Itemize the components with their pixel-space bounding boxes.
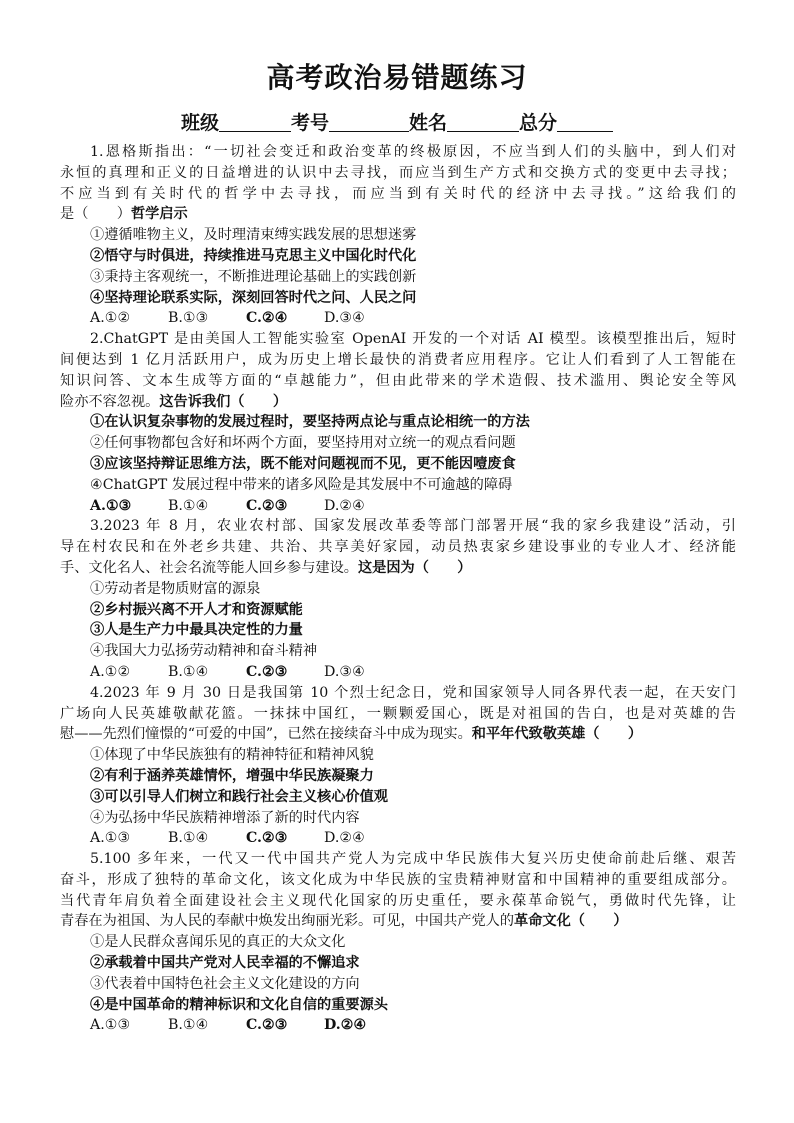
statement-option: ②乡村振兴离不开人才和资源赋能	[90, 601, 303, 618]
statement-option: ②承载着中国共产党对人民幸福的不懈追求	[90, 955, 360, 972]
stem-text: 广场向人民英雄敬献花篮。一抹抹中国红，一颗颗爱国心，既是对祖国的告白，也是对英雄的告	[60, 705, 736, 722]
score-blank[interactable]	[557, 111, 613, 132]
question-stem-line	[60, 849, 736, 870]
stem-text: 1.恩格斯指出：“一切社会变迁和政治变革的终极原因，不应当到人们的头脑中，到人们对	[90, 144, 736, 160]
question-3	[60, 516, 736, 682]
student-info-line	[0, 108, 794, 138]
question-stem-line	[60, 704, 736, 725]
stem-text: 慰——先烈们憧憬的“可爱的中国”，已然在接续奋斗中成为现实。	[60, 726, 472, 743]
exam-no-label: 考号	[290, 112, 329, 134]
question-stem-line	[60, 329, 736, 350]
question-stem-line	[60, 724, 736, 745]
question-stem-line	[60, 683, 736, 704]
question-stem-line	[60, 204, 736, 225]
answer-choice-c[interactable]: C.②④	[246, 310, 288, 327]
stem-text: 当代青年肩负着全面建设社会主义现代化国家的历史重任，要永葆革命锐气，勇做时代先锋，让	[60, 892, 736, 909]
answer-choice-d[interactable]: D.③④	[324, 663, 365, 680]
statement-option: ③应该坚持辩证思维方法，既不能对问题视而不见，更不能因噎废食	[90, 455, 516, 472]
question-stem-line	[60, 870, 736, 891]
name-blank[interactable]	[447, 111, 519, 132]
question-stem-line	[60, 392, 736, 413]
answer-choice-a[interactable]: A.①②	[90, 663, 131, 680]
statement-option: ②任何事物都包含好和坏两个方面，要坚持用对立统一的观点看问题	[90, 435, 516, 452]
stem-text: 奋斗，形成了独特的革命文化，该文化成为中华民族的宝贵精神财富和中国精神的重要组成部分。	[60, 871, 736, 888]
statement-option: ③代表着中国特色社会主义文化建设的方向	[90, 975, 360, 992]
statement-option: ③秉持主客观统一，不断推进理论基础上的实践创新	[90, 268, 417, 285]
statement-option: ④我国大力弘扬劳动精神和奋斗精神	[90, 643, 318, 660]
statement-option: ①劳动者是物质财富的源泉	[90, 580, 261, 597]
question-stem-line	[60, 163, 736, 184]
stem-text: 2.ChatGPT 是由美国人工智能实验室 OpenAI 开发的一个对话 AI 模型。该模型推出后，短时	[90, 331, 736, 348]
answer-choices	[60, 496, 736, 517]
statement-option: ③人是生产力中最具决定性的力量	[90, 622, 303, 639]
stem-emphasis: 这告诉我们（ ）	[159, 393, 288, 410]
answer-choice-b[interactable]: B.①④	[168, 830, 209, 847]
stem-text: 青春在为祖国、为人民的奉献中焕发出绚丽光彩。可见，中国共产党人的	[60, 913, 515, 930]
statement-option: ④是中国革命的精神标识和文化自信的重要源头	[90, 996, 388, 1013]
answer-choice-a[interactable]: A.①②	[90, 310, 131, 327]
question-stem-line	[60, 142, 736, 163]
answer-choices	[60, 662, 736, 683]
question-stem-line	[60, 371, 736, 392]
class-blank[interactable]	[219, 111, 291, 132]
question-stem-line	[60, 184, 736, 205]
stem-emphasis: 和平年代致敬英雄（ ）	[471, 726, 643, 743]
question-4	[60, 683, 736, 849]
question-stem-line	[60, 891, 736, 912]
answer-choice-b[interactable]: B.①④	[168, 497, 209, 514]
stem-text: 手、文化名人、社会名流等能人回乡参与建设。	[60, 559, 358, 576]
stem-text: 导在村农民和在外老乡共建、共治、共享美好家园，动员热衷家乡建设事业的专业人才、经济能	[60, 539, 736, 556]
statement-option: ①在认识复杂事物的发展过程时，要坚持两点论与重点论相统一的方法	[90, 414, 530, 431]
class-label: 班级	[180, 112, 219, 134]
score-label: 总分	[519, 112, 558, 134]
page-title: 高考政治易错题练习	[266, 61, 528, 94]
stem-text: 永恒的真理和正义的日益增进的认识中去寻找，而应当到生产方式和交换方式的变更中去寻找；	[60, 164, 736, 181]
question-stem-line	[60, 911, 736, 932]
statement-option: ④坚持理论联系实际，深刻回答时代之问、人民之问	[90, 289, 417, 306]
question-5	[60, 849, 736, 1036]
answer-choice-d[interactable]: D.②④	[324, 497, 365, 514]
name-label: 姓名	[409, 112, 448, 134]
stem-text: 是（ ）	[60, 206, 131, 223]
stem-text: 不应当到有关时代的哲学中去寻找，而应当到有关时代的经济中去寻找。”这给我们的	[60, 185, 736, 202]
answer-choices	[60, 1015, 736, 1036]
stem-text: 4.2023 年 9 月 30 日是我国第 10 个烈士纪念日，党和国家领导人同各界代表一起，在天安门	[90, 684, 736, 701]
answer-choice-b[interactable]: B.①④	[168, 663, 209, 680]
statement-option: ④为弘扬中华民族精神增添了新的时代内容	[90, 809, 360, 826]
question-stem-line	[60, 558, 736, 579]
statement-option: ①体现了中华民族独有的精神特征和精神风貌	[90, 747, 374, 764]
question-2	[60, 329, 736, 516]
question-list	[60, 142, 736, 1036]
stem-text: 险亦不容忽视。	[60, 393, 160, 410]
answer-choice-b[interactable]: B.①③	[168, 310, 209, 327]
question-stem-line	[60, 516, 736, 537]
stem-emphasis: 哲学启示	[130, 206, 188, 223]
stem-emphasis: 这是因为（ ）	[357, 559, 472, 576]
answer-choice-a[interactable]: A.①③	[90, 1017, 131, 1034]
answer-choices	[60, 308, 736, 329]
answer-choice-b[interactable]: B.①④	[168, 1017, 209, 1034]
answer-choice-d[interactable]: D.②④	[324, 830, 365, 847]
exam-no-blank[interactable]	[329, 111, 409, 132]
statement-option: ①遵循唯物主义，及时理清束缚实践发展的思想迷雾	[90, 227, 417, 244]
stem-text: 间便达到 1 亿月活跃用户，成为历史上增长最快的消费者应用程序。它让人们看到了人工智能在	[60, 351, 736, 368]
answer-choice-c[interactable]: C.②③	[246, 1017, 288, 1034]
answer-choice-c[interactable]: C.②③	[246, 663, 288, 680]
question-1	[60, 142, 736, 329]
answer-choices	[60, 828, 736, 849]
question-stem-line	[60, 350, 736, 371]
answer-choice-a[interactable]: A.①③	[90, 830, 131, 847]
statement-option: ③可以引导人们树立和践行社会主义核心价值观	[90, 788, 388, 805]
stem-text: 3.2023 年 8 月，农业农村部、国家发展改革委等部门部署开展“我的家乡我建设”活动，引	[90, 518, 736, 535]
stem-emphasis: 革命文化（ ）	[514, 913, 628, 930]
stem-text: 知识问答、文本生成等方面的“卓越能力”，但由此带来的学术造假、技术滥用、舆论安全等风	[60, 372, 736, 389]
answer-choice-a[interactable]: A.①③	[90, 497, 132, 514]
statement-option: ②悟守与时俱进，持续推进马克思主义中国化时代化	[90, 247, 417, 264]
answer-choice-d[interactable]: D.②④	[324, 1017, 367, 1034]
statement-option: ②有利于涵养英雄情怀，增强中华民族凝聚力	[90, 767, 374, 784]
answer-choice-c[interactable]: C.②③	[246, 830, 288, 847]
question-stem-line	[60, 537, 736, 558]
stem-text: 5.100 多年来，一代又一代中国共产党人为完成中华民族伟大复兴历史使命前赴后继、艰苦	[90, 851, 736, 868]
answer-choice-d[interactable]: D.③④	[324, 310, 365, 327]
statement-option: ①是人民群众喜闻乐见的真正的大众文化	[90, 934, 346, 951]
statement-option: ④ChatGPT 发展过程中带来的诸多风险是其发展中不可逾越的障碍	[90, 476, 513, 493]
answer-choice-c[interactable]: C.②③	[246, 497, 288, 514]
